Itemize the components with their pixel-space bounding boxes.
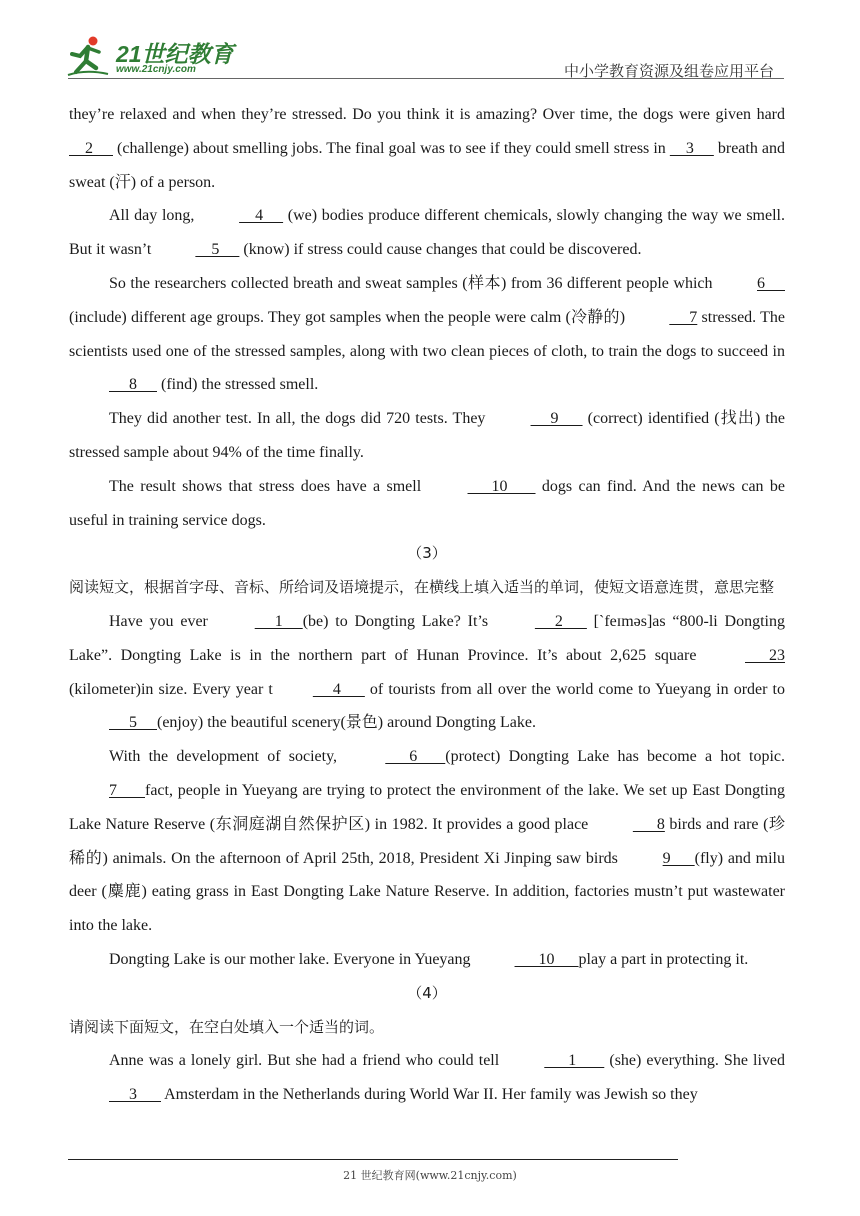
blank-8[interactable]: 8 <box>632 815 665 833</box>
section-heading: （3） <box>407 544 447 563</box>
blank-9[interactable]: 9 <box>530 410 583 428</box>
blank-4[interactable]: 4 <box>239 207 284 225</box>
blank-3[interactable]: 3 <box>109 1086 161 1104</box>
paragraph: they’re relaxed and when they’re stressed. Do you think it is amazing? Over time, the dogs were given hard 2 (challenge) about smelling jobs. The final goal was to see if they could smell stress in 3 breath and sweat (汗) of a person. <box>69 106 785 191</box>
blank-8[interactable]: 8 <box>109 376 157 394</box>
blank-5[interactable]: 5 <box>195 241 240 259</box>
blank-7[interactable]: 7 <box>109 781 145 799</box>
section-instructions: 请阅读下面短文，在空白处填入一个适当的词。 <box>69 1017 385 1036</box>
page-header <box>0 0 860 90</box>
paragraph: Have you ever 1 (be) to Dongting Lake? It’s 2 [`feɪməs]as “800-li Dongting Lake”. Dongting Lake is in the northern part of Hunan Province. It’s about 2,625 square 23 (kilometer)in size. Every year t 4 of tourists from all over the world come to Yueyang in order to 5 (enjoy) the beautiful scenery(景色) around Dongting Lake. <box>69 605 785 740</box>
blank-1[interactable]: 1 <box>544 1052 605 1070</box>
paragraph: Dongting Lake is our mother lake. Everyone in Yueyang 10 play a part in protecting it. <box>69 943 785 977</box>
section-heading: （4） <box>407 983 447 1002</box>
blank-4[interactable]: 4 <box>312 680 365 698</box>
blank-3[interactable]: 3 <box>669 139 714 157</box>
logo-wordmark: 21世纪教育 <box>116 41 234 67</box>
blank-9[interactable]: 9 <box>662 849 695 867</box>
blank-6[interactable]: 6 <box>385 748 446 766</box>
blank-10[interactable]: 10 <box>514 950 579 968</box>
blank-10[interactable]: 10 <box>467 477 536 495</box>
footer-divider <box>68 1159 678 1160</box>
footer-link[interactable]: 21 世纪教育网(www.21cnjy.com) <box>343 1169 517 1182</box>
paragraph: Anne was a lonely girl. But she had a friend who could tell 1 (she) everything. She lived 3 Amsterdam in the Netherlands during World War II. Her family was Jewish so they <box>69 1044 785 1112</box>
logo-url: www.21cnjy.com <box>116 64 196 75</box>
paragraph: So the researchers collected breath and sweat samples (样本) from 36 different people which 6 (include) different age groups. They got samples when the people were calm (冷静的) 7 stressed. The scientists used one of the stressed samples, along with two clean pieces of cloth, to train the dogs to succeed in 8 (find) the stressed smell. <box>69 267 785 402</box>
header-divider <box>68 78 784 79</box>
blank-5[interactable]: 5 <box>109 714 157 732</box>
brand-logo[interactable] <box>66 34 236 78</box>
section-instructions: 阅读短文，根据首字母、音标、所给词及语境提示，在横线上填入适当的单词，使短文语意连贯，意思完整 <box>69 578 775 597</box>
paragraph: The result shows that stress does have a smell 10 dogs can find. And the news can be useful in training service dogs. <box>69 470 785 538</box>
blank-6[interactable]: 6 <box>757 274 785 292</box>
blank-2[interactable]: 2 <box>534 612 587 630</box>
blank-3[interactable]: 23 <box>745 646 785 664</box>
blank-2[interactable]: 2 <box>69 139 113 157</box>
paragraph: They did another test. In all, the dogs did 720 tests. They 9 (correct) identified (找出) the stressed sample about 94% of the time finally. <box>69 402 785 470</box>
paragraph: All day long, 4 (we) bodies produce different chemicals, slowly changing the way we smell. But it wasn’t 5 (know) if stress could cause changes that could be discovered. <box>69 199 785 267</box>
runner-logo-icon <box>66 34 110 78</box>
document-body <box>69 98 785 1112</box>
paragraph: With the development of society, 6 (protect) Dongting Lake has become a hot topic. 7 fact, people in Yueyang are trying to protect the environment of the lake. We set up East Dongting Lake Nature Reserve (东洞庭湖自然保护区) in 1982. It provides a good place 8 birds and rare (珍稀的) animals. On the afternoon of April 25th, 2018, President Xi Jinping saw birds 9 (fly) and milu deer (麋鹿) eating grass in East Dongting Lake Nature Reserve. In addition, factories mustn’t put wastewater into the lake. <box>69 740 785 943</box>
platform-name: 中小学教育资源及组卷应用平台 <box>563 62 774 80</box>
blank-7[interactable]: 7 <box>669 308 698 326</box>
blank-1[interactable]: 1 <box>254 612 303 630</box>
